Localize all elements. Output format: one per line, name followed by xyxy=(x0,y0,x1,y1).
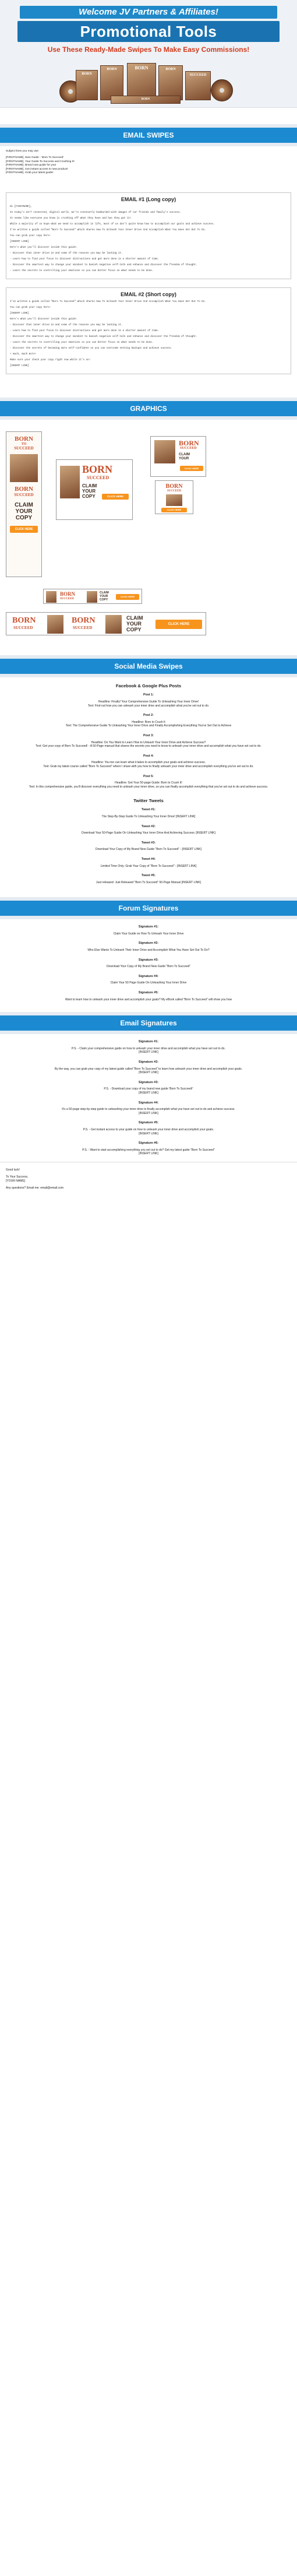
signature-link: [INSERT LINK] xyxy=(139,1152,158,1156)
banner-word: SUCCEED xyxy=(14,493,34,498)
post-headline: Headline: Get Your 50-page Guide: Born to Crush It! xyxy=(115,781,182,785)
banner-image xyxy=(47,615,63,634)
signature-title: Signature #1: xyxy=(138,1040,159,1044)
banner-claim xyxy=(100,591,109,602)
tweet-title: Tweet #1: xyxy=(141,808,156,812)
email-1-body xyxy=(10,205,287,273)
email-signature xyxy=(0,1040,297,1055)
email-paragraph: - Learn the secrets to controlling your emotions so you can better focus on what needs to be done. xyxy=(10,270,154,273)
tweet xyxy=(0,808,297,818)
email-paragraph: I've written a guide called "Born To Succeed" which shares How To Unleash Your Inner Drive And Accomplish What You Have Set Out To Do. xyxy=(10,301,206,304)
email-paragraph: It seems like everyone you know is crushing off what they have and has they got it! xyxy=(10,217,132,220)
post-headline: Headline: Do You Want to Learn How to Unleash Your Inner Drive and Achieve Success? xyxy=(91,740,206,744)
small-square-banner[interactable] xyxy=(155,480,193,514)
footer-contact: Any questions? Email me: email@email.com xyxy=(6,1186,64,1190)
email-paragraph: [INSERT LINK] xyxy=(10,241,29,244)
forum-signature xyxy=(0,941,297,952)
welcome-banner: Welcome JV Partners & Affiliates! xyxy=(20,6,277,19)
signature-link: [INSERT LINK] xyxy=(139,1071,158,1075)
banner-word: BORN xyxy=(72,616,96,625)
banner-word: SUCCEED xyxy=(60,598,74,601)
product-bundle-image xyxy=(58,63,239,105)
claim-line: CLAIM xyxy=(179,453,190,457)
fb-post xyxy=(0,754,297,769)
claim-line: YOUR xyxy=(179,457,189,461)
banner-word: SUCCEED xyxy=(180,447,197,451)
post-text: Text: Grab my latest course called "Born To Succeed" where I share with you how to finally unleash your inner drive and accomplish everything you've set out to do. xyxy=(43,764,254,768)
product-word: SUCCEED xyxy=(189,73,207,77)
signature-title: Signature #2: xyxy=(138,1060,159,1064)
email-paragraph: Here's what you'll discover inside this guide: xyxy=(10,318,77,321)
section-bar-email-swipes xyxy=(0,124,297,146)
email-paragraph: You can grab your copy here: xyxy=(10,235,51,238)
subject-line: [FIRSTNAME], Brand new guide for you! xyxy=(6,164,56,167)
email-1-title: EMAIL #1 (Long copy) xyxy=(121,196,176,203)
signature-title: Signature #6: xyxy=(138,1141,159,1145)
subjects-intro: Subject lines you may use: xyxy=(6,150,40,153)
banner-image xyxy=(87,591,97,603)
post-text: Text: Get your copy of Born To Succeed! - A 50-Page manual that shares the secrets you need to know to unleash your inner drive and accomplish what you have set out to do. xyxy=(36,744,261,748)
fb-post xyxy=(0,693,297,708)
leaderboard-banner[interactable] xyxy=(6,612,206,635)
claim-line: CLAIM xyxy=(15,502,33,509)
post-title: Post 2: xyxy=(143,714,154,718)
post-title: Post 1: xyxy=(143,693,154,697)
email-signature xyxy=(0,1141,297,1156)
email-paragraph: + much, much more! xyxy=(10,353,37,356)
claim-line: COPY xyxy=(15,515,33,522)
claim-line: COPY xyxy=(82,494,96,500)
section-title: Email Signatures xyxy=(0,1015,297,1031)
signature-title: Signature #2: xyxy=(138,941,159,946)
footer xyxy=(0,1162,297,1197)
signature-link: [INSERT LINK] xyxy=(139,1131,158,1136)
section-title: EMAIL SWIPES xyxy=(0,128,297,143)
email-paragraph: - Learn how to find your focus to discover distractions and get more done in a shorter amount of time. xyxy=(10,258,160,261)
banner-word: BORN xyxy=(60,591,76,598)
email-paragraph: Hi [FIRSTNAME], xyxy=(10,206,32,209)
banner-claim xyxy=(126,615,143,632)
click-here-button[interactable]: CLICK HERE xyxy=(155,620,202,629)
facebook-heading: Facebook & Google Plus Posts xyxy=(115,683,182,689)
email-paragraph: In today's 24/7 connected, digital world, we're constantly bombarded with images of our friends and family's success. xyxy=(10,212,182,215)
section-bar-social xyxy=(0,655,297,677)
tweet xyxy=(0,841,297,852)
signature-title: Signature #3: xyxy=(138,958,159,962)
product-box-4 xyxy=(158,65,183,100)
tweet-text: Download Your Copy of My Brand New Guide "Born To Succeed" - [INSERT LINK] xyxy=(96,848,201,852)
product-word: BORN xyxy=(107,68,117,71)
email-paragraph: I've written a guide called "Born To Succeed" which shares How To Unleash Your Inner Drive And Accomplish What You Have Set Out To Do. xyxy=(10,229,206,232)
email-paragraph: - Discover the smartest way to change your mindset to banish negative self-talk and enhance and discover the freedom of thought. xyxy=(10,264,197,267)
post-headline: Headline: You too can learn what it takes to accomplish your goals and achieve success. xyxy=(91,761,206,765)
banner-word: BORN xyxy=(165,483,183,490)
email-paragraph: - Discover that inner drive in and some of the reasons you may be lacking it. xyxy=(10,324,123,327)
tweet xyxy=(0,858,297,868)
signature-text: P.S. - Get instant access to your guide on how to unleash your inner drive and accomplish your goals. xyxy=(83,1127,214,1131)
footer-line: To Your Success, xyxy=(6,1175,29,1179)
section-title: GRAPHICS xyxy=(0,401,297,416)
claim-line: YOUR xyxy=(126,621,142,627)
post-headline: Headline: Finally! Your Comprehensive Guide To Unleashing Your Inner Drive! xyxy=(98,700,199,704)
signature-text: Want to learn how to unleash your inner drive and accomplish your goals? My eBook called "Born To Succeed" will show you how xyxy=(65,997,232,1001)
signature-title: Signature #4: xyxy=(138,1101,159,1105)
signature-text: Claim Your 50 Page Guide On Unleashing Your Inner Drive xyxy=(110,981,187,985)
signature-text: It's a 50-page step-by-step guide to unleashing your inner drive to finally accomplish what you have set out to do and achieve success. xyxy=(62,1108,235,1112)
signature-text: P.S. - Want to start accomplishing everything you set out to do? Get my latest guide "Born To Succeed" xyxy=(82,1148,215,1152)
tagline: Use These Ready-Made Swipes To Make Easy Commissions! xyxy=(47,45,250,54)
post-text: Text: In this comprehensive guide, you'll discover everything you need to unleash your inner drive, so you can finally accomplish everything that you've set out to do and achieve success. xyxy=(29,785,268,789)
footer-line: [YOUR NAME] xyxy=(6,1179,26,1183)
signature-link: [INSERT LINK] xyxy=(139,1091,158,1095)
product-box-5 xyxy=(185,71,211,100)
email-signature xyxy=(0,1081,297,1095)
signature-title: Signature #4: xyxy=(138,974,159,978)
email-2-title: EMAIL #2 (Short copy) xyxy=(121,291,176,298)
signature-text: By the way, you can grab your copy of my latest guide called "Born To Succeed" to learn how unleash your inner drive and accomplish your goals. xyxy=(54,1067,243,1071)
subject-line: [FIRSTNAME], Grab your latest guide! xyxy=(6,171,54,175)
banner-image xyxy=(60,466,80,498)
page xyxy=(0,0,297,1197)
product-word: BORN xyxy=(135,65,148,71)
section-title: Social Media Swipes xyxy=(0,659,297,674)
banner-claim xyxy=(6,502,41,521)
small-leaderboard-banner[interactable] xyxy=(43,589,142,604)
tweet-title: Tweet #2: xyxy=(141,824,156,828)
product-word: BORN xyxy=(141,98,150,101)
claim-line: YOUR xyxy=(82,489,96,494)
email-signature xyxy=(0,1101,297,1116)
banner-word: BORN xyxy=(12,616,36,625)
banner-word: SUCCEED xyxy=(14,446,34,451)
section-bar-email-signatures xyxy=(0,1012,297,1034)
claim-line: YOUR xyxy=(15,508,33,515)
forum-signature xyxy=(0,958,297,969)
signature-title: Signature #5: xyxy=(138,1121,159,1125)
banner-word: SUCCEED xyxy=(87,475,109,481)
banner-claim xyxy=(179,453,190,461)
banner-image xyxy=(154,440,175,463)
post-headline: Headline: Born to Crush It xyxy=(132,720,165,724)
email-2-body xyxy=(10,300,287,368)
forum-signature xyxy=(0,975,297,985)
tweet xyxy=(0,825,297,835)
twitter-heading: Twitter Tweets xyxy=(133,798,164,804)
signature-text: P.S. - Claim your comprehensive guide on how to unleash your inner drive and accomplish what you have set out to do. xyxy=(72,1046,225,1050)
banner-word: TO xyxy=(21,442,27,447)
signature-text: Download Your Copy of My Brand New Guide "Born To Succeed" xyxy=(106,965,191,969)
page-title: Promotional Tools xyxy=(17,21,280,42)
banner-word: SUCCEED xyxy=(167,490,181,493)
subject-lines xyxy=(0,146,297,178)
signature-link: [INSERT LINK] xyxy=(139,1050,158,1055)
section-title: Forum Signatures xyxy=(0,901,297,916)
fb-post xyxy=(0,734,297,748)
claim-line: COPY xyxy=(126,627,142,633)
subject-line: [FIRSTNAME], New Guide - 'Born To Succeed' xyxy=(6,156,64,160)
signature-text: Claim Your Guide on How To Unleash Your Inner Drive xyxy=(113,932,184,936)
tweet-text: Download Your 50-Page Guide On Unleashing Your Inner Drive And Achieving Success: [INSERT LINK] xyxy=(82,831,215,835)
section-bar-forum xyxy=(0,897,297,919)
claim-line: YOUR xyxy=(100,595,108,599)
claim-line: COPY xyxy=(100,598,108,602)
claim-line: CLAIM xyxy=(82,483,97,489)
tweet-text: The Step-By-Step Guide To Unleashing Your Inner Drive! [INSERT LINK] xyxy=(101,814,196,818)
forum-signature xyxy=(0,991,297,1001)
banner-word: BORN xyxy=(82,463,113,476)
click-here-button[interactable]: CLICK HERE xyxy=(116,594,139,600)
email-paragraph: [INSERT LINK] xyxy=(10,365,29,368)
tweet-text: Limited Time Only: Grab Your Copy of "Born To Succeed" - [INSERT LINK] xyxy=(100,864,197,868)
product-word: BORN xyxy=(82,72,92,76)
click-here-button[interactable]: CLICK HERE xyxy=(161,508,187,512)
click-here-button[interactable]: CLICK HERE xyxy=(180,466,203,471)
tweet-title: Tweet #5: xyxy=(141,874,156,878)
email-paragraph: - Discover the smartest way to change your mindset to banish negative self-talk and enhance and discover the freedom of thought. xyxy=(10,336,197,339)
email-paragraph: Make sure your check your copy right now while it's on! xyxy=(10,359,91,362)
post-title: Post 5: xyxy=(143,774,154,778)
email-paragraph: - Learn the secrets to controlling your emotions so you can better focus on what needs to be done. xyxy=(10,342,154,345)
banner-image xyxy=(166,494,182,506)
email-2-box xyxy=(6,287,291,374)
medium-rectangle-banner[interactable] xyxy=(56,459,133,520)
banner-word: BORN xyxy=(179,439,199,448)
email-paragraph: You can grab your copy here: xyxy=(10,307,51,310)
banner-image xyxy=(10,454,38,482)
email-paragraph: - Learn how to find your focus to discover distractions and get more done in a shorter amount of time. xyxy=(10,330,160,333)
click-here-button[interactable]: CLICK HERE xyxy=(102,494,129,500)
signature-link: [INSERT LINK] xyxy=(139,1111,158,1115)
banner-image xyxy=(46,591,56,603)
post-title: Post 4: xyxy=(143,754,154,758)
banner-claim xyxy=(82,483,97,499)
email-signature xyxy=(0,1060,297,1075)
signature-title: Signature #5: xyxy=(138,991,159,995)
subject-line: [FIRSTNAME], Your Guide To Success and Crushing It! xyxy=(6,160,75,163)
email-signature xyxy=(0,1121,297,1136)
signature-title: Signature #1: xyxy=(138,925,159,929)
claim-line: CLAIM xyxy=(126,615,143,621)
graphics-area xyxy=(0,420,297,641)
product-box-2 xyxy=(100,65,123,100)
signature-text: P.S. - Download your copy of my brand new guide 'Born To Succeed!' xyxy=(104,1087,193,1091)
banner-word: SUCCEED xyxy=(13,625,33,631)
square-banner[interactable] xyxy=(150,436,206,477)
fb-post xyxy=(0,775,297,789)
claim-line: CLAIM xyxy=(100,591,109,595)
email-paragraph: - Discover the secrets of becoming more self-confident so you can overcome setting backups and achieve success. xyxy=(10,347,172,350)
banner-word: BORN xyxy=(15,435,33,443)
email-paragraph: While a majority of us hope what we need to accomplish in life, most of us don't quite know how to accomplish our goals and achieve success. xyxy=(10,223,215,226)
skyscraper-banner[interactable] xyxy=(6,431,42,577)
header xyxy=(0,0,297,108)
email-paragraph: Here's what you'll discover inside this guide: xyxy=(10,247,77,249)
signature-title: Signature #3: xyxy=(138,1080,159,1084)
click-here-button[interactable]: CLICK HERE xyxy=(10,526,38,533)
product-box-1 xyxy=(76,70,98,100)
tweet-title: Tweet #4: xyxy=(141,857,156,861)
email-1-box xyxy=(6,192,291,279)
post-title: Post 3: xyxy=(143,734,154,737)
email-paragraph: [INSERT LINK] xyxy=(10,312,29,315)
product-word: BORN xyxy=(165,68,176,71)
fb-post xyxy=(0,714,297,728)
post-text: Text: The Comprehensive Guide To Unleashing Your Inner Drive and Finally Accomplishing Everything You've Set Out to Achieve xyxy=(65,724,232,728)
tweet-title: Tweet #3: xyxy=(141,841,156,845)
tweet xyxy=(0,874,297,884)
banner-word: SUCCEED xyxy=(73,625,93,631)
tweet-text: Just released: Just Released "Born To Succeed" 50-Page Manual [INSERT LINK] xyxy=(96,880,201,884)
signature-text: Who Else Wants To Unleash Their Inner Drive and Accomplish What You Have Set Out To Do? xyxy=(87,948,210,953)
post-text: Text: Find out how you can unleash your inner drive and accomplish what you've set out to do. xyxy=(87,704,210,708)
subject-line: [FIRSTNAME], Get instant access to new product! xyxy=(6,167,68,171)
banner-word: BORN xyxy=(15,486,33,493)
footer-line: Good luck! xyxy=(6,1168,20,1172)
product-disc-right xyxy=(211,79,233,101)
banner-image xyxy=(105,615,122,634)
forum-signature xyxy=(0,925,297,936)
product-box-flat xyxy=(111,96,181,104)
email-paragraph: - Discover that inner drive in and some of the reasons you may be lacking it. xyxy=(10,252,123,255)
section-bar-graphics xyxy=(0,398,297,420)
